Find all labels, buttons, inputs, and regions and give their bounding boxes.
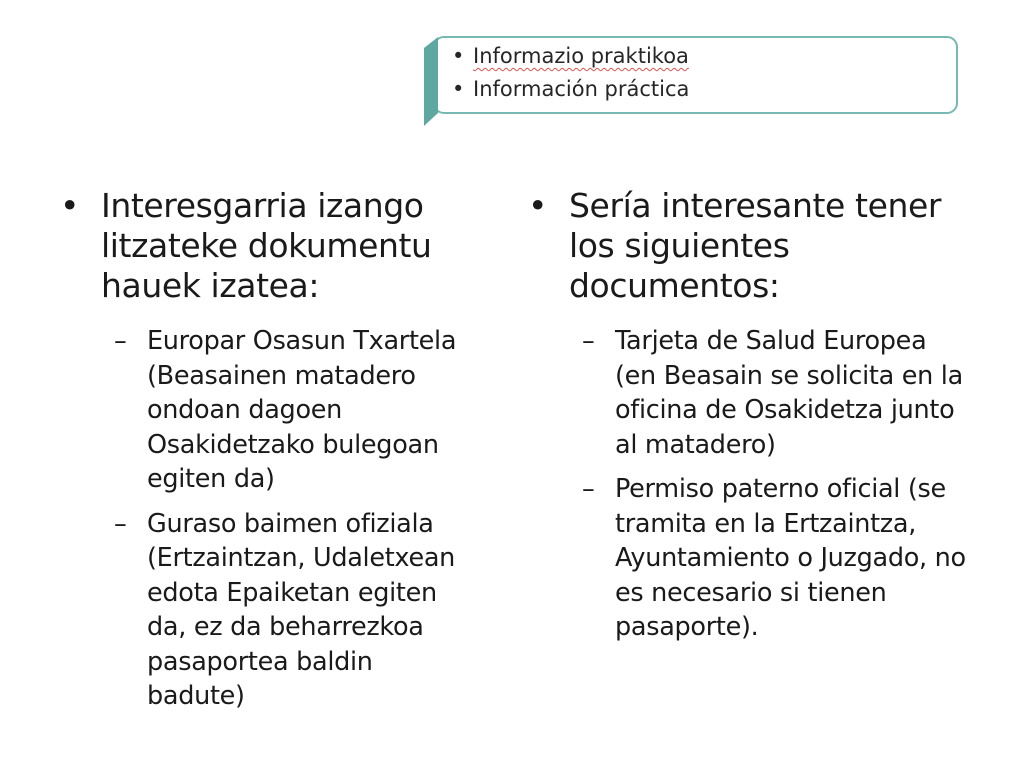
list-item <box>582 324 968 462</box>
list-item-text: Guraso baimen ofiziala (Ertzaintzan, Udaletxean edota Epaiketan egiten da, ez da beharrezkoa pasaportea baldin badute) <box>147 508 456 711</box>
list-item-text: Permiso paterno oficial (se tramita en la Ertzaintza, Ayuntamiento o Juzgado, no es necesario si tienen pasaporte). <box>615 474 966 642</box>
title-item-basque: • Informazio praktikoa <box>452 40 689 73</box>
right-column <box>528 186 968 655</box>
bullet-icon: • <box>528 186 548 225</box>
title-list <box>452 40 689 106</box>
title-callout <box>424 36 958 114</box>
right-heading <box>528 186 968 306</box>
left-list <box>114 324 460 714</box>
list-item <box>114 324 460 497</box>
right-heading-text: Sería interesante tener los siguientes documentos: <box>569 186 942 305</box>
list-item-text: Tarjeta de Salud Europea (en Beasain se solicita en la oficina de Osakidetza junto al matadero) <box>615 326 963 460</box>
list-item-text: Europar Osasun Txartela (Beasainen matadero ondoan dagoen Osakidetzako bulegoan egiten da) <box>147 326 457 494</box>
right-list <box>582 324 968 645</box>
dash-icon: – <box>582 326 595 356</box>
bullet-icon: • <box>60 186 80 225</box>
left-heading <box>60 186 460 306</box>
list-item <box>114 507 460 714</box>
left-heading-text: Interesgarria izango litzateke dokumentu hauek izatea: <box>101 186 432 305</box>
title-item-spanish: • Información práctica <box>452 73 689 106</box>
dash-icon: – <box>114 508 127 539</box>
dash-icon: – <box>114 326 127 356</box>
list-item <box>582 472 968 645</box>
dash-icon: – <box>582 474 595 504</box>
left-column <box>60 186 460 724</box>
